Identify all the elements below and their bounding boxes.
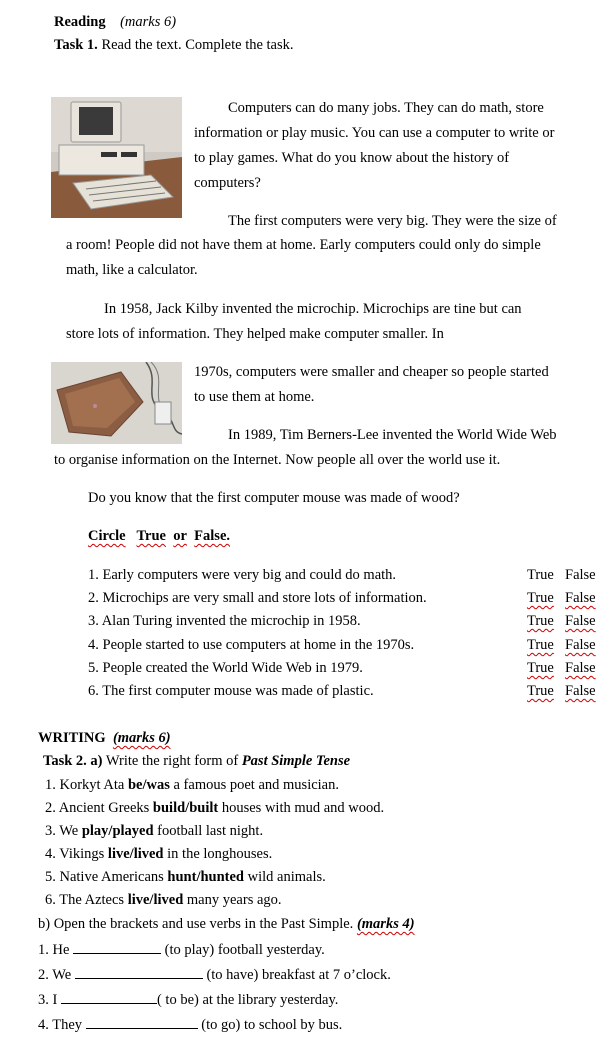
verb-choice[interactable]: play/played — [81, 823, 154, 839]
paragraph-2-line-1: The first computers were very big. They were the size of — [228, 213, 557, 229]
paragraph-2-line-3: math, like a calculator. — [66, 262, 198, 278]
writing-marks: (marks 6) — [112, 730, 171, 746]
fill-blank-item: 3. I ( to be) at the library yesterday. — [38, 992, 339, 1008]
paragraph-3-line-2: store lots of information. They helped make computer smaller. In — [66, 326, 444, 342]
true-option[interactable]: True — [527, 590, 554, 606]
answer-blank[interactable] — [86, 1016, 198, 1029]
true-option[interactable]: True — [527, 567, 554, 583]
tf-statement: 2. Microchips are very small and store lots of information. — [88, 590, 427, 606]
false-option[interactable]: False — [565, 660, 596, 676]
false-option[interactable]: False — [565, 683, 596, 699]
fill-blank-item: 1. He (to play) football yesterday. — [38, 942, 325, 958]
paragraph-1-line-2: information or play music. You can use a computer to write or — [194, 125, 555, 141]
tf-statement: 4. People started to use computers at home in the 1970s. — [88, 637, 415, 653]
answer-blank[interactable] — [61, 991, 157, 1004]
answer-blank[interactable] — [75, 966, 203, 979]
task1-line: Task 1. Read the text. Complete the task. — [54, 37, 294, 53]
tf-instruction: Circle True or False. — [88, 528, 231, 544]
false-option[interactable]: False — [565, 613, 596, 629]
verb-choice[interactable]: be/was — [127, 777, 170, 793]
verb-choice[interactable]: live/lived — [127, 892, 184, 908]
tf-statement: 6. The first computer mouse was made of plastic. — [88, 683, 374, 699]
paragraph-1-line-1: Computers can do many jobs. They can do math, store — [228, 100, 544, 116]
false-option[interactable]: False — [565, 637, 596, 653]
paragraph-2-line-2: a room! People did not have them at home. Early computers could only do simple — [66, 237, 541, 253]
paragraph-5: Do you know that the first computer mouse was made of wood? — [88, 490, 460, 506]
past-simple-item: 2. Ancient Greeks build/built houses with mud and wood. — [45, 800, 385, 816]
verb-choice[interactable]: build/built — [152, 800, 219, 816]
paragraph-4-line-2: to organise information on the Internet. Now people all over the world use it. — [54, 452, 501, 468]
old-computer-image — [51, 97, 182, 218]
past-simple-item: 4. Vikings live/lived in the longhouses. — [45, 846, 273, 862]
wooden-mouse-image — [51, 362, 182, 444]
true-option[interactable]: True — [527, 613, 554, 629]
tf-statement: 3. Alan Turing invented the microchip in 1958. — [88, 613, 361, 629]
false-option[interactable]: False — [565, 590, 596, 606]
paragraph-3-line-3: 1970s, computers were smaller and cheaper so people started — [194, 364, 549, 380]
true-option[interactable]: True — [527, 660, 554, 676]
task2-line: Task 2. a) Write the right form of Past Simple Tense — [43, 753, 351, 769]
writing-heading: WRITING (marks 6) — [38, 730, 171, 746]
false-option[interactable]: False — [565, 567, 596, 583]
reading-marks: (marks 6) — [120, 14, 177, 30]
paragraph-1-line-3: to play games. What do you know about the history of — [194, 150, 510, 166]
reading-heading: Reading (marks 6) — [54, 14, 177, 30]
tf-statement: 5. People created the World Wide Web in 1979. — [88, 660, 363, 676]
fill-blank-item: 2. We (to have) breakfast at 7 o’clock. — [38, 967, 391, 983]
paragraph-1-line-4: computers? — [194, 175, 261, 191]
task-b-line: b) Open the brackets and use verbs in the Past Simple. (marks 4) — [38, 916, 415, 932]
past-simple-item: 3. We play/played football last night. — [45, 823, 264, 839]
verb-choice[interactable]: live/lived — [107, 846, 164, 862]
true-option[interactable]: True — [527, 637, 554, 653]
past-simple-item: 1. Korkyt Ata be/was a famous poet and musician. — [45, 777, 339, 793]
true-option[interactable]: True — [527, 683, 554, 699]
verb-choice[interactable]: hunt/hunted — [167, 869, 244, 885]
paragraph-3-line-1: In 1958, Jack Kilby invented the microchip. Microchips are tine but can — [104, 301, 522, 317]
past-simple-item: 6. The Aztecs live/lived many years ago. — [45, 892, 282, 908]
fill-blank-item: 4. They (to go) to school by bus. — [38, 1017, 343, 1033]
tf-statement: 1. Early computers were very big and could do math. — [88, 567, 397, 583]
answer-blank[interactable] — [73, 941, 161, 954]
paragraph-3-line-4: to use them at home. — [194, 389, 315, 405]
past-simple-item: 5. Native Americans hunt/hunted wild animals. — [45, 869, 326, 885]
paragraph-4-line-1: In 1989, Tim Berners-Lee invented the World Wide Web — [228, 427, 557, 443]
